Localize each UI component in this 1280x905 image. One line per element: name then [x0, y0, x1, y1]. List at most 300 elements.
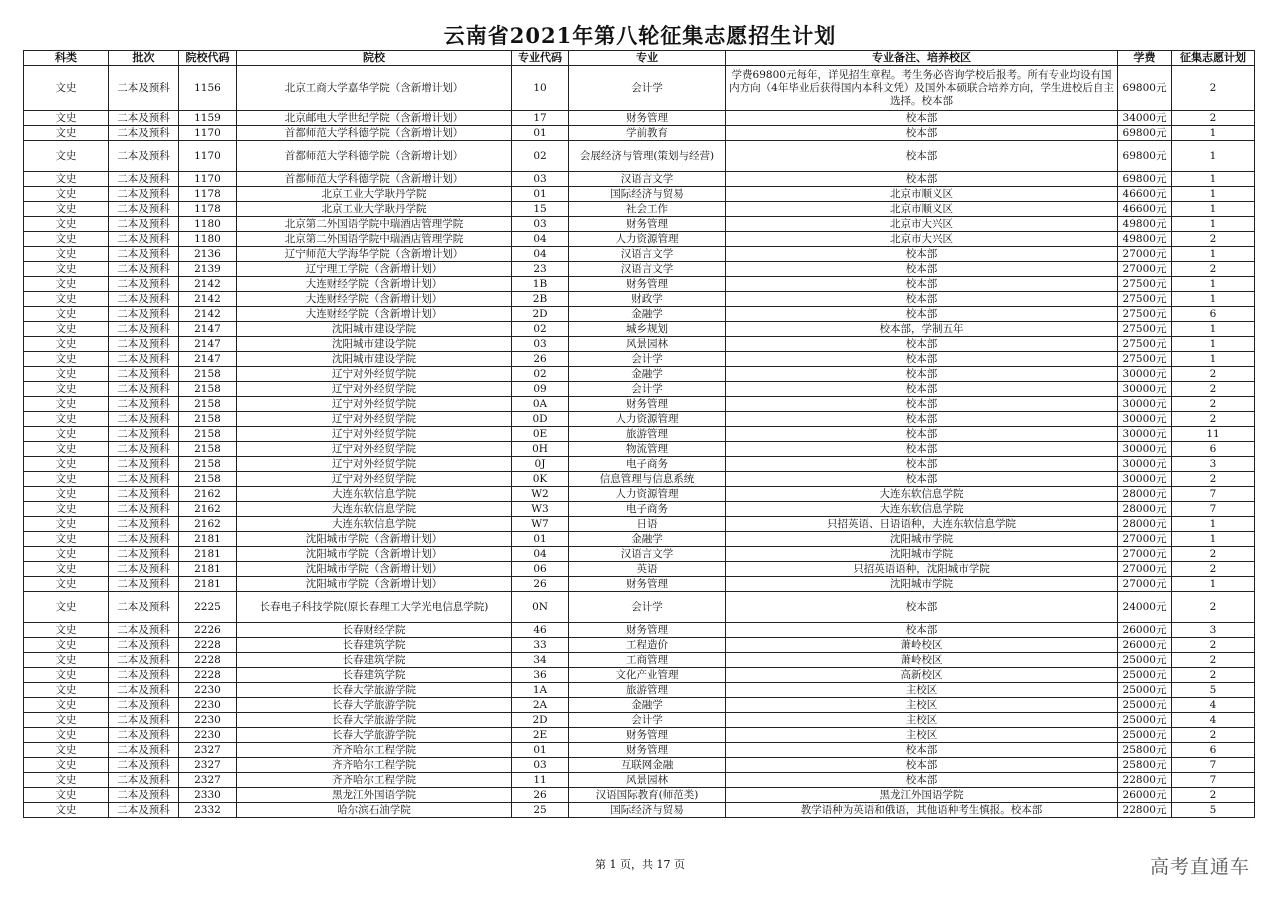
table-cell: 02: [512, 141, 569, 172]
table-cell: 文史: [24, 472, 109, 487]
table-cell: 26: [512, 788, 569, 803]
table-cell: 文史: [24, 577, 109, 592]
table-cell: 财务管理: [569, 623, 726, 638]
table-cell: 北京工商大学嘉华学院（含新增计划）: [237, 66, 512, 111]
table-cell: 文史: [24, 337, 109, 352]
table-header-row: [24, 51, 1255, 66]
table-cell: 城乡规划: [569, 322, 726, 337]
table-cell: 北京第二外国语学院中瑞酒店管理学院: [237, 232, 512, 247]
table-cell: 文史: [24, 382, 109, 397]
table-cell: 工程造价: [569, 638, 726, 653]
table-row: [24, 322, 1255, 337]
table-cell: 2228: [179, 638, 237, 653]
table-cell: 二本及预科: [109, 623, 179, 638]
table-cell: 会展经济与管理(策划与经营): [569, 141, 726, 172]
table-cell: 文史: [24, 457, 109, 472]
table-cell: 30000元: [1118, 367, 1172, 382]
table-cell: 国际经济与贸易: [569, 803, 726, 818]
table-cell: 主校区: [726, 698, 1118, 713]
table-cell: 校本部: [726, 623, 1118, 638]
table-cell: 2B: [512, 292, 569, 307]
table-cell: 长春电子科技学院(原长春理工大学光电信息学院): [237, 592, 512, 623]
table-cell: 萧岭校区: [726, 638, 1118, 653]
table-cell: 2: [1172, 111, 1255, 126]
table-cell: 22800元: [1118, 803, 1172, 818]
table-cell: 27000元: [1118, 532, 1172, 547]
table-cell: 沈阳城市学院（含新增计划）: [237, 547, 512, 562]
table-row: [24, 487, 1255, 502]
table-cell: 大连东软信息学院: [237, 517, 512, 532]
table-cell: 1: [1172, 187, 1255, 202]
table-cell: 北京市顺义区: [726, 187, 1118, 202]
table-cell: 0H: [512, 442, 569, 457]
table-cell: 长春建筑学院: [237, 653, 512, 668]
table-cell: 校本部: [726, 592, 1118, 623]
table-cell: 2: [1172, 668, 1255, 683]
table-cell: 人力资源管理: [569, 412, 726, 427]
table-cell: 长春大学旅游学院: [237, 683, 512, 698]
table-row: [24, 337, 1255, 352]
table-cell: 旅游管理: [569, 427, 726, 442]
table-cell: 2: [1172, 412, 1255, 427]
table-cell: 25000元: [1118, 653, 1172, 668]
table-cell: 0K: [512, 472, 569, 487]
table-cell: 二本及预科: [109, 457, 179, 472]
table-cell: 文史: [24, 111, 109, 126]
table-cell: 2230: [179, 683, 237, 698]
column-header: 征集志愿计划: [1172, 51, 1255, 66]
table-cell: 27000元: [1118, 547, 1172, 562]
table-cell: 2226: [179, 623, 237, 638]
table-row: [24, 397, 1255, 412]
table-cell: 文史: [24, 202, 109, 217]
table-cell: 主校区: [726, 683, 1118, 698]
table-row: [24, 788, 1255, 803]
table-cell: 北京邮电大学世纪学院（含新增计划）: [237, 111, 512, 126]
table-cell: 二本及预科: [109, 232, 179, 247]
table-cell: 2327: [179, 743, 237, 758]
table-cell: 首都师范大学科德学院（含新增计划）: [237, 126, 512, 141]
table-cell: 黑龙江外国语学院: [237, 788, 512, 803]
table-cell: 2158: [179, 367, 237, 382]
table-cell: 二本及预科: [109, 472, 179, 487]
table-cell: 互联网金融: [569, 758, 726, 773]
table-cell: 30000元: [1118, 442, 1172, 457]
table-cell: 辽宁对外经贸学院: [237, 442, 512, 457]
table-cell: 33: [512, 638, 569, 653]
table-cell: 文史: [24, 547, 109, 562]
table-cell: 校本部: [726, 397, 1118, 412]
table-cell: 49800元: [1118, 232, 1172, 247]
table-cell: 27000元: [1118, 562, 1172, 577]
table-cell: 1178: [179, 187, 237, 202]
table-row: [24, 547, 1255, 562]
table-cell: 1: [1172, 577, 1255, 592]
table-cell: 25000元: [1118, 728, 1172, 743]
table-cell: 大连财经学院（含新增计划）: [237, 307, 512, 322]
table-cell: 2228: [179, 653, 237, 668]
table-cell: 金融学: [569, 307, 726, 322]
table-cell: 2: [1172, 472, 1255, 487]
table-cell: 校本部: [726, 412, 1118, 427]
table-cell: 校本部: [726, 141, 1118, 172]
table-cell: 27500元: [1118, 307, 1172, 322]
table-cell: 01: [512, 532, 569, 547]
table-cell: 文史: [24, 773, 109, 788]
table-cell: 2158: [179, 457, 237, 472]
table-cell: 27500元: [1118, 277, 1172, 292]
table-cell: 大连财经学院（含新增计划）: [237, 292, 512, 307]
table-cell: 69800元: [1118, 66, 1172, 111]
table-row: [24, 111, 1255, 126]
table-cell: 01: [512, 126, 569, 141]
table-cell: 30000元: [1118, 382, 1172, 397]
table-cell: 二本及预科: [109, 277, 179, 292]
table-cell: 04: [512, 232, 569, 247]
table-cell: 03: [512, 758, 569, 773]
table-cell: 0N: [512, 592, 569, 623]
table-row: [24, 592, 1255, 623]
table-cell: 二本及预科: [109, 773, 179, 788]
table-cell: 2181: [179, 577, 237, 592]
table-cell: 03: [512, 217, 569, 232]
table-cell: 文史: [24, 502, 109, 517]
table-cell: 校本部: [726, 382, 1118, 397]
table-cell: 二本及预科: [109, 743, 179, 758]
table-cell: 二本及预科: [109, 713, 179, 728]
table-cell: W3: [512, 502, 569, 517]
table-cell: 4: [1172, 698, 1255, 713]
table-cell: 辽宁师范大学海华学院（含新增计划）: [237, 247, 512, 262]
watermark-text: 高考直通车: [1149, 856, 1250, 878]
table-row: [24, 172, 1255, 187]
table-cell: 4: [1172, 713, 1255, 728]
table-cell: 1170: [179, 172, 237, 187]
table-cell: 齐齐哈尔工程学院: [237, 743, 512, 758]
table-cell: 2158: [179, 382, 237, 397]
table-cell: 文史: [24, 743, 109, 758]
table-cell: 校本部: [726, 427, 1118, 442]
table-cell: 2147: [179, 322, 237, 337]
table-cell: 2D: [512, 307, 569, 322]
table-cell: 汉语言文学: [569, 247, 726, 262]
table-cell: 汉语言文学: [569, 262, 726, 277]
table-cell: 1180: [179, 217, 237, 232]
table-cell: 文史: [24, 487, 109, 502]
table-cell: 财务管理: [569, 277, 726, 292]
table-cell: 文史: [24, 352, 109, 367]
table-cell: 学前教育: [569, 126, 726, 141]
table-cell: 10: [512, 66, 569, 111]
table-cell: 首都师范大学科德学院（含新增计划）: [237, 141, 512, 172]
table-cell: 30000元: [1118, 457, 1172, 472]
table-cell: 文史: [24, 517, 109, 532]
table-cell: 2162: [179, 487, 237, 502]
table-cell: 校本部: [726, 126, 1118, 141]
table-cell: 辽宁对外经贸学院: [237, 382, 512, 397]
table-cell: 文史: [24, 713, 109, 728]
table-cell: 高新校区: [726, 668, 1118, 683]
table-row: [24, 187, 1255, 202]
table-cell: 0D: [512, 412, 569, 427]
table-cell: 长春建筑学院: [237, 638, 512, 653]
table-cell: 1: [1172, 322, 1255, 337]
table-cell: 齐齐哈尔工程学院: [237, 773, 512, 788]
table-cell: 25800元: [1118, 743, 1172, 758]
table-cell: 二本及预科: [109, 141, 179, 172]
table-cell: 0J: [512, 457, 569, 472]
table-cell: 大连东软信息学院: [726, 487, 1118, 502]
table-cell: 27500元: [1118, 352, 1172, 367]
table-cell: 2158: [179, 412, 237, 427]
table-cell: 25000元: [1118, 713, 1172, 728]
table-cell: 04: [512, 247, 569, 262]
table-cell: W2: [512, 487, 569, 502]
table-cell: 校本部: [726, 337, 1118, 352]
table-cell: 1178: [179, 202, 237, 217]
table-cell: 1170: [179, 126, 237, 141]
table-cell: 二本及预科: [109, 322, 179, 337]
table-cell: 2: [1172, 592, 1255, 623]
table-cell: 04: [512, 547, 569, 562]
column-header: 科类: [24, 51, 109, 66]
table-cell: 二本及预科: [109, 397, 179, 412]
table-cell: 1: [1172, 202, 1255, 217]
table-row: [24, 382, 1255, 397]
table-row: [24, 217, 1255, 232]
table-cell: 17: [512, 111, 569, 126]
table-cell: 2228: [179, 668, 237, 683]
table-cell: 大连东软信息学院: [237, 487, 512, 502]
table-cell: 校本部: [726, 172, 1118, 187]
table-cell: 26000元: [1118, 623, 1172, 638]
table-cell: 二本及预科: [109, 172, 179, 187]
table-cell: 校本部: [726, 307, 1118, 322]
table-row: [24, 232, 1255, 247]
table-cell: 69800元: [1118, 126, 1172, 141]
table-cell: 萧岭校区: [726, 653, 1118, 668]
table-cell: 3: [1172, 623, 1255, 638]
table-cell: 校本部: [726, 367, 1118, 382]
table-cell: 2230: [179, 728, 237, 743]
table-cell: 会计学: [569, 592, 726, 623]
table-cell: 2: [1172, 262, 1255, 277]
table-cell: 二本及预科: [109, 668, 179, 683]
table-cell: 3: [1172, 457, 1255, 472]
table-cell: 二本及预科: [109, 562, 179, 577]
table-row: [24, 728, 1255, 743]
table-cell: 二本及预科: [109, 638, 179, 653]
table-cell: 2: [1172, 367, 1255, 382]
table-cell: 2136: [179, 247, 237, 262]
table-cell: 文化产业管理: [569, 668, 726, 683]
table-cell: 1: [1172, 126, 1255, 141]
table-cell: 金融学: [569, 367, 726, 382]
table-cell: 6: [1172, 743, 1255, 758]
table-row: [24, 638, 1255, 653]
table-cell: 30000元: [1118, 412, 1172, 427]
table-cell: 大连财经学院（含新增计划）: [237, 277, 512, 292]
table-cell: 23: [512, 262, 569, 277]
table-cell: 1: [1172, 217, 1255, 232]
table-cell: 02: [512, 322, 569, 337]
table-cell: 2E: [512, 728, 569, 743]
table-cell: 物流管理: [569, 442, 726, 457]
table-cell: 1159: [179, 111, 237, 126]
table-cell: 财务管理: [569, 577, 726, 592]
table-cell: 2181: [179, 532, 237, 547]
table-cell: 校本部: [726, 247, 1118, 262]
table-row: [24, 758, 1255, 773]
table-cell: 会计学: [569, 352, 726, 367]
table-cell: 24000元: [1118, 592, 1172, 623]
table-cell: 辽宁对外经贸学院: [237, 397, 512, 412]
table-cell: 2158: [179, 472, 237, 487]
table-cell: 7: [1172, 502, 1255, 517]
table-cell: 1170: [179, 141, 237, 172]
table-cell: 69800元: [1118, 141, 1172, 172]
table-cell: 沈阳城市学院（含新增计划）: [237, 532, 512, 547]
table-cell: 2142: [179, 277, 237, 292]
table-cell: 汉语言文学: [569, 547, 726, 562]
table-cell: 人力资源管理: [569, 487, 726, 502]
table-cell: 2: [1172, 232, 1255, 247]
table-row: [24, 427, 1255, 442]
column-header: 专业备注、培养校区: [726, 51, 1118, 66]
table-cell: 1: [1172, 247, 1255, 262]
table-cell: 旅游管理: [569, 683, 726, 698]
table-cell: 二本及预科: [109, 247, 179, 262]
table-row: [24, 713, 1255, 728]
table-cell: 2: [1172, 638, 1255, 653]
table-cell: 文史: [24, 803, 109, 818]
table-cell: 校本部: [726, 457, 1118, 472]
table-cell: 二本及预科: [109, 758, 179, 773]
table-cell: 人力资源管理: [569, 232, 726, 247]
table-cell: 26000元: [1118, 638, 1172, 653]
table-cell: 只招英语语种，沈阳城市学院: [726, 562, 1118, 577]
table-cell: 27000元: [1118, 262, 1172, 277]
table-cell: 文史: [24, 277, 109, 292]
table-cell: 风景园林: [569, 773, 726, 788]
table-cell: 辽宁对外经贸学院: [237, 367, 512, 382]
table-cell: 11: [512, 773, 569, 788]
table-cell: 沈阳城市学院: [726, 547, 1118, 562]
table-cell: 2162: [179, 517, 237, 532]
table-cell: 沈阳城市学院: [726, 532, 1118, 547]
table-cell: 2A: [512, 698, 569, 713]
table-cell: 二本及预科: [109, 262, 179, 277]
table-cell: 沈阳城市建设学院: [237, 337, 512, 352]
table-cell: 30000元: [1118, 427, 1172, 442]
table-cell: 二本及预科: [109, 577, 179, 592]
table-cell: 2: [1172, 382, 1255, 397]
table-cell: 46: [512, 623, 569, 638]
table-cell: 26: [512, 352, 569, 367]
table-cell: 沈阳城市学院（含新增计划）: [237, 577, 512, 592]
table-cell: 36: [512, 668, 569, 683]
table-cell: 文史: [24, 442, 109, 457]
table-cell: 二本及预科: [109, 412, 179, 427]
table-cell: 北京市大兴区: [726, 217, 1118, 232]
table-cell: 2: [1172, 562, 1255, 577]
table-cell: 2230: [179, 713, 237, 728]
table-cell: 27000元: [1118, 247, 1172, 262]
table-cell: 国际经济与贸易: [569, 187, 726, 202]
table-row: [24, 562, 1255, 577]
table-row: [24, 668, 1255, 683]
table-row: [24, 277, 1255, 292]
table-cell: 28000元: [1118, 502, 1172, 517]
table-cell: 1B: [512, 277, 569, 292]
table-cell: 汉语言文学: [569, 172, 726, 187]
column-header: 学费: [1118, 51, 1172, 66]
table-cell: 汉语国际教育(师范类): [569, 788, 726, 803]
table-cell: 文史: [24, 668, 109, 683]
table-cell: 46600元: [1118, 187, 1172, 202]
table-row: [24, 442, 1255, 457]
table-cell: 校本部: [726, 472, 1118, 487]
table-cell: 2181: [179, 547, 237, 562]
table-cell: 15: [512, 202, 569, 217]
table-cell: 文史: [24, 532, 109, 547]
table-cell: W7: [512, 517, 569, 532]
table-cell: 风景园林: [569, 337, 726, 352]
table-cell: 二本及预科: [109, 126, 179, 141]
table-cell: 2332: [179, 803, 237, 818]
table-cell: 财务管理: [569, 743, 726, 758]
table-row: [24, 66, 1255, 111]
table-cell: 二本及预科: [109, 788, 179, 803]
table-cell: 2158: [179, 427, 237, 442]
table-cell: 文史: [24, 126, 109, 141]
table-cell: 34: [512, 653, 569, 668]
table-cell: 校本部: [726, 352, 1118, 367]
table-cell: 2: [1172, 653, 1255, 668]
table-cell: 大连东软信息学院: [237, 502, 512, 517]
table-cell: 1: [1172, 172, 1255, 187]
table-cell: 25000元: [1118, 668, 1172, 683]
table-cell: 1A: [512, 683, 569, 698]
table-cell: 46600元: [1118, 202, 1172, 217]
table-cell: 二本及预科: [109, 653, 179, 668]
table-cell: 英语: [569, 562, 726, 577]
table-cell: 2139: [179, 262, 237, 277]
table-cell: 二本及预科: [109, 728, 179, 743]
table-cell: 二本及预科: [109, 427, 179, 442]
table-body: [24, 66, 1255, 818]
table-cell: 49800元: [1118, 217, 1172, 232]
table-cell: 28000元: [1118, 487, 1172, 502]
table-cell: 辽宁理工学院（含新增计划）: [237, 262, 512, 277]
table-cell: 文史: [24, 141, 109, 172]
table-cell: 2181: [179, 562, 237, 577]
table-row: [24, 743, 1255, 758]
table-cell: 教学语种为英语和俄语，其他语种考生慎报。校本部: [726, 803, 1118, 818]
table-cell: 02: [512, 367, 569, 382]
table-cell: 2162: [179, 502, 237, 517]
table-cell: 二本及预科: [109, 683, 179, 698]
table-cell: 电子商务: [569, 502, 726, 517]
table-cell: 6: [1172, 442, 1255, 457]
table-cell: 6: [1172, 307, 1255, 322]
table-row: [24, 202, 1255, 217]
table-cell: 27000元: [1118, 577, 1172, 592]
table-row: [24, 262, 1255, 277]
table-cell: 27500元: [1118, 322, 1172, 337]
table-row: [24, 472, 1255, 487]
table-cell: 会计学: [569, 66, 726, 111]
